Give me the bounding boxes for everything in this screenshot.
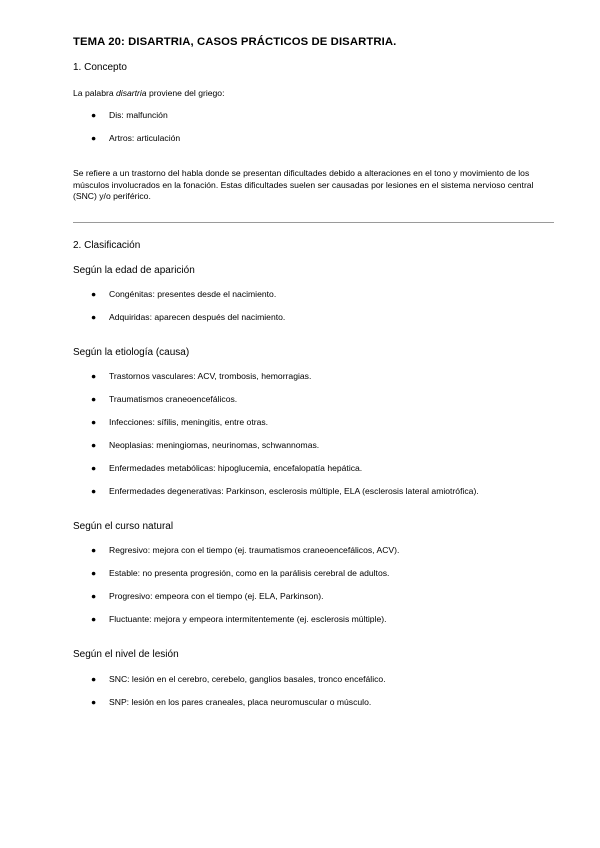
concepto-paragraph: Se refiere a un trastorno del habla donde se presentan dificultades debido a alteraciones en el tono y movimiento de los músculos involucrados en la fonación. Estas dificultades suelen ser causadas por lesiones en el sistema nervioso central (SNC) y/o periférico. <box>73 168 534 201</box>
concepto-intro <box>73 88 224 98</box>
list-item-text: Infecciones: sífilis, meningitis, entre otras. <box>109 417 269 427</box>
list-item-text: Fluctuante: mejora y empeora intermitentemente (ej. esclerosis múltiple). <box>109 614 387 624</box>
list-item-text: Trastornos vasculares: ACV, trombosis, hemorragias. <box>109 371 312 381</box>
list-item <box>91 614 387 624</box>
bullet-icon: ● <box>91 674 97 684</box>
list-item-text: Adquiridas: aparecen después del nacimiento. <box>109 312 286 322</box>
list-item <box>91 371 311 381</box>
list-item-text: SNC: lesión en el cerebro, cerebelo, ganglios basales, tronco encefálico. <box>109 674 386 684</box>
bullet-icon: ● <box>91 440 97 450</box>
bullet-icon: ● <box>91 614 97 624</box>
list-item <box>91 674 386 684</box>
document-title: TEMA 20: DISARTRIA, CASOS PRÁCTICOS DE DISARTRIA. <box>73 36 397 48</box>
bullet-icon: ● <box>91 371 97 381</box>
bullet-icon: ● <box>91 545 97 555</box>
list-item <box>91 417 268 427</box>
bullet-icon: ● <box>91 463 97 473</box>
list-item <box>91 312 285 322</box>
subsection-heading: Según la edad de aparición <box>73 265 195 276</box>
list-item <box>91 289 276 299</box>
list-item-text: Estable: no presenta progresión, como en la parálisis cerebral de adultos. <box>109 568 390 578</box>
subsection-heading: Según el nivel de lesión <box>73 649 179 660</box>
list-item-text: Enfermedades degenerativas: Parkinson, esclerosis múltiple, ELA (esclerosis lateral amiotrófica). <box>109 486 479 496</box>
list-item-text: SNP: lesión en los pares craneales, placa neuromuscular o músculo. <box>109 697 372 707</box>
list-item-text: Enfermedades metabólicas: hipoglucemia, encefalopatía hepática. <box>109 463 363 473</box>
list-item <box>91 568 389 578</box>
list-item-text: Dis: malfunción <box>109 110 168 120</box>
bullet-icon: ● <box>91 486 97 496</box>
bullet-icon: ● <box>91 697 97 707</box>
horizontal-divider <box>73 222 554 223</box>
list-item <box>91 394 237 404</box>
list-item <box>91 440 319 450</box>
bullet-icon: ● <box>91 289 97 299</box>
bullet-icon: ● <box>91 110 97 120</box>
intro-text-before: La palabra <box>73 88 117 98</box>
section-heading-clasificacion: 2. Clasificación <box>73 240 141 251</box>
list-item-text: Progresivo: empeora con el tiempo (ej. ELA, Parkinson). <box>109 591 324 601</box>
list-item <box>91 545 399 555</box>
list-item <box>91 591 323 601</box>
bullet-icon: ● <box>91 312 97 322</box>
bullet-icon: ● <box>91 591 97 601</box>
section-heading-concepto: 1. Concepto <box>73 62 127 73</box>
intro-italic-word: disartria <box>116 88 147 98</box>
subsection-heading: Según la etiología (causa) <box>73 347 190 358</box>
bullet-icon: ● <box>91 417 97 427</box>
bullet-icon: ● <box>91 133 97 143</box>
list-item-text: Neoplasias: meningiomas, neurinomas, schwannomas. <box>109 440 320 450</box>
list-item-text: Traumatismos craneoencefálicos. <box>109 394 238 404</box>
list-item <box>91 110 168 120</box>
list-item-text: Regresivo: mejora con el tiempo (ej. traumatismos craneoencefálicos, ACV). <box>109 545 400 555</box>
list-item <box>91 463 362 473</box>
intro-text-after: proviene del griego: <box>146 88 225 98</box>
list-item <box>91 133 180 143</box>
list-item <box>91 486 479 496</box>
bullet-icon: ● <box>91 394 97 404</box>
list-item-text: Artros: articulación <box>109 133 181 143</box>
subsection-heading: Según el curso natural <box>73 521 174 532</box>
list-item-text: Congénitas: presentes desde el nacimiento. <box>109 289 277 299</box>
list-item <box>91 697 371 707</box>
bullet-icon: ● <box>91 568 97 578</box>
